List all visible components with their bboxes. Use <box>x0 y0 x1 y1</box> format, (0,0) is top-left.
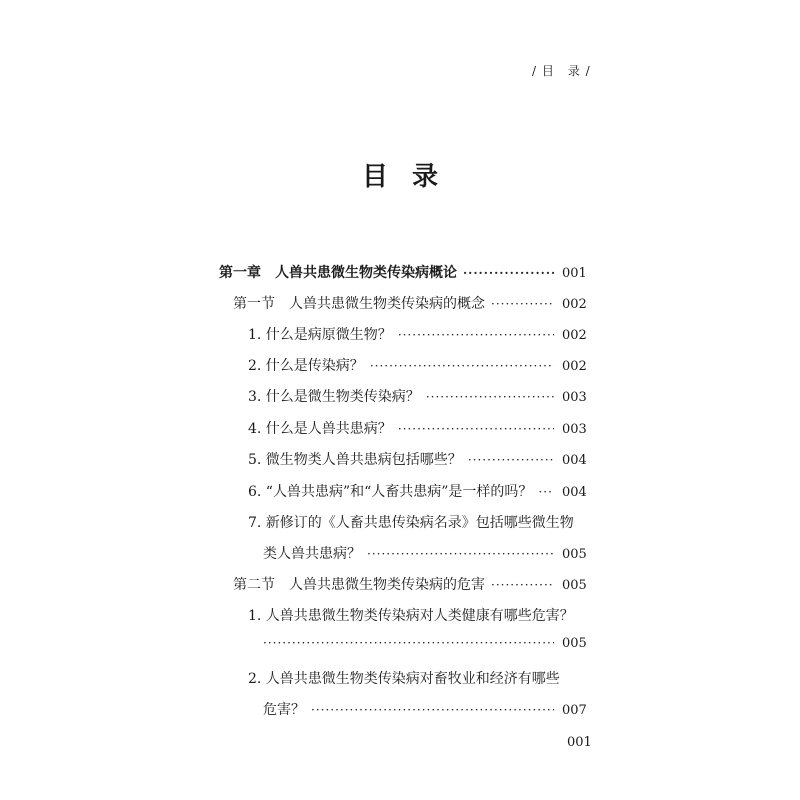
toc-entry-q5 <box>248 449 587 469</box>
toc-entry-page: 002 <box>562 328 587 343</box>
leader-dots <box>367 547 554 561</box>
toc-entry-label: 第一节 人兽共患微生物类传染病的概念 <box>233 296 485 312</box>
toc-entry-label: 第二节 人兽共患微生物类传染病的危害 <box>233 577 485 593</box>
leader-dots <box>398 328 554 342</box>
toc-entry-h2-line2 <box>263 699 587 719</box>
leader-dots <box>463 266 554 280</box>
toc-entry-q7-line2 <box>263 543 587 563</box>
toc-entry-label: 危害？ <box>263 702 305 718</box>
toc-entry-label: 类人兽共患病？ <box>263 546 361 562</box>
leader-dots <box>398 422 554 436</box>
toc-entry-page: 005 <box>562 636 587 651</box>
toc-entry-chapter-1 <box>219 262 587 282</box>
toc-entry-label: 2. 什么是传染病？ <box>248 358 364 374</box>
toc-entry-h2-line1 <box>248 668 584 688</box>
toc-entry-q1 <box>248 324 587 344</box>
toc-entry-label: 1. 什么是病原微生物？ <box>248 327 392 343</box>
toc-entry-page: 003 <box>562 422 587 437</box>
leader-dots <box>468 453 554 467</box>
toc-entry-label: 第一章 人兽共患微生物类传染病概论 <box>219 265 457 281</box>
toc-entry-label: 6. “人兽共患病”和“人畜共患病”是一样的吗？ <box>248 484 533 500</box>
toc-entry-section-1 <box>233 293 587 313</box>
toc-entry-q7-line1 <box>248 512 584 532</box>
leader-dots <box>491 297 554 311</box>
leader-dots <box>370 359 554 373</box>
toc-entry-label: 1. 人兽共患微生物类传染病对人类健康有哪些危害？ <box>248 608 574 624</box>
leader-dots <box>311 703 554 717</box>
toc-entry-page: 005 <box>562 578 587 593</box>
toc-entry-label: 2. 人兽共患微生物类传染病对畜牧业和经济有哪些 <box>248 671 560 687</box>
leader-dots <box>263 636 554 650</box>
toc-entry-q2 <box>248 355 587 375</box>
toc-entry-page: 004 <box>562 453 587 468</box>
toc-entry-h1-line2 <box>263 636 587 651</box>
toc-entry-section-2 <box>233 574 587 594</box>
toc-entry-label: 7. 新修订的《人畜共患传染病名录》包括哪些微生物 <box>248 515 574 531</box>
toc-entry-h1-line1 <box>248 605 588 625</box>
toc-entry-q3 <box>248 386 587 406</box>
toc-entry-page: 002 <box>562 359 587 374</box>
leader-dots <box>491 578 554 592</box>
page-title: 目录 <box>361 162 462 192</box>
toc-entry-page: 002 <box>562 297 587 312</box>
toc-entry-page: 004 <box>562 485 587 500</box>
toc-entry-page: 005 <box>562 547 587 562</box>
toc-entry-q4 <box>248 418 587 438</box>
toc-entry-label: 5. 微生物类人兽共患病包括哪些？ <box>248 452 462 468</box>
toc-entry-label: 4. 什么是人兽共患病？ <box>248 421 392 437</box>
leader-dots <box>426 390 554 404</box>
running-header: / 目 录 / <box>532 64 591 78</box>
page-number: 001 <box>567 735 592 750</box>
toc-entry-label: 3. 什么是微生物类传染病？ <box>248 389 420 405</box>
toc-entry-page: 007 <box>562 703 587 718</box>
toc-entry-page: 003 <box>562 390 587 405</box>
toc-entry-q6 <box>248 481 587 501</box>
leader-dots <box>538 485 554 499</box>
toc-entry-page: 001 <box>562 266 587 281</box>
